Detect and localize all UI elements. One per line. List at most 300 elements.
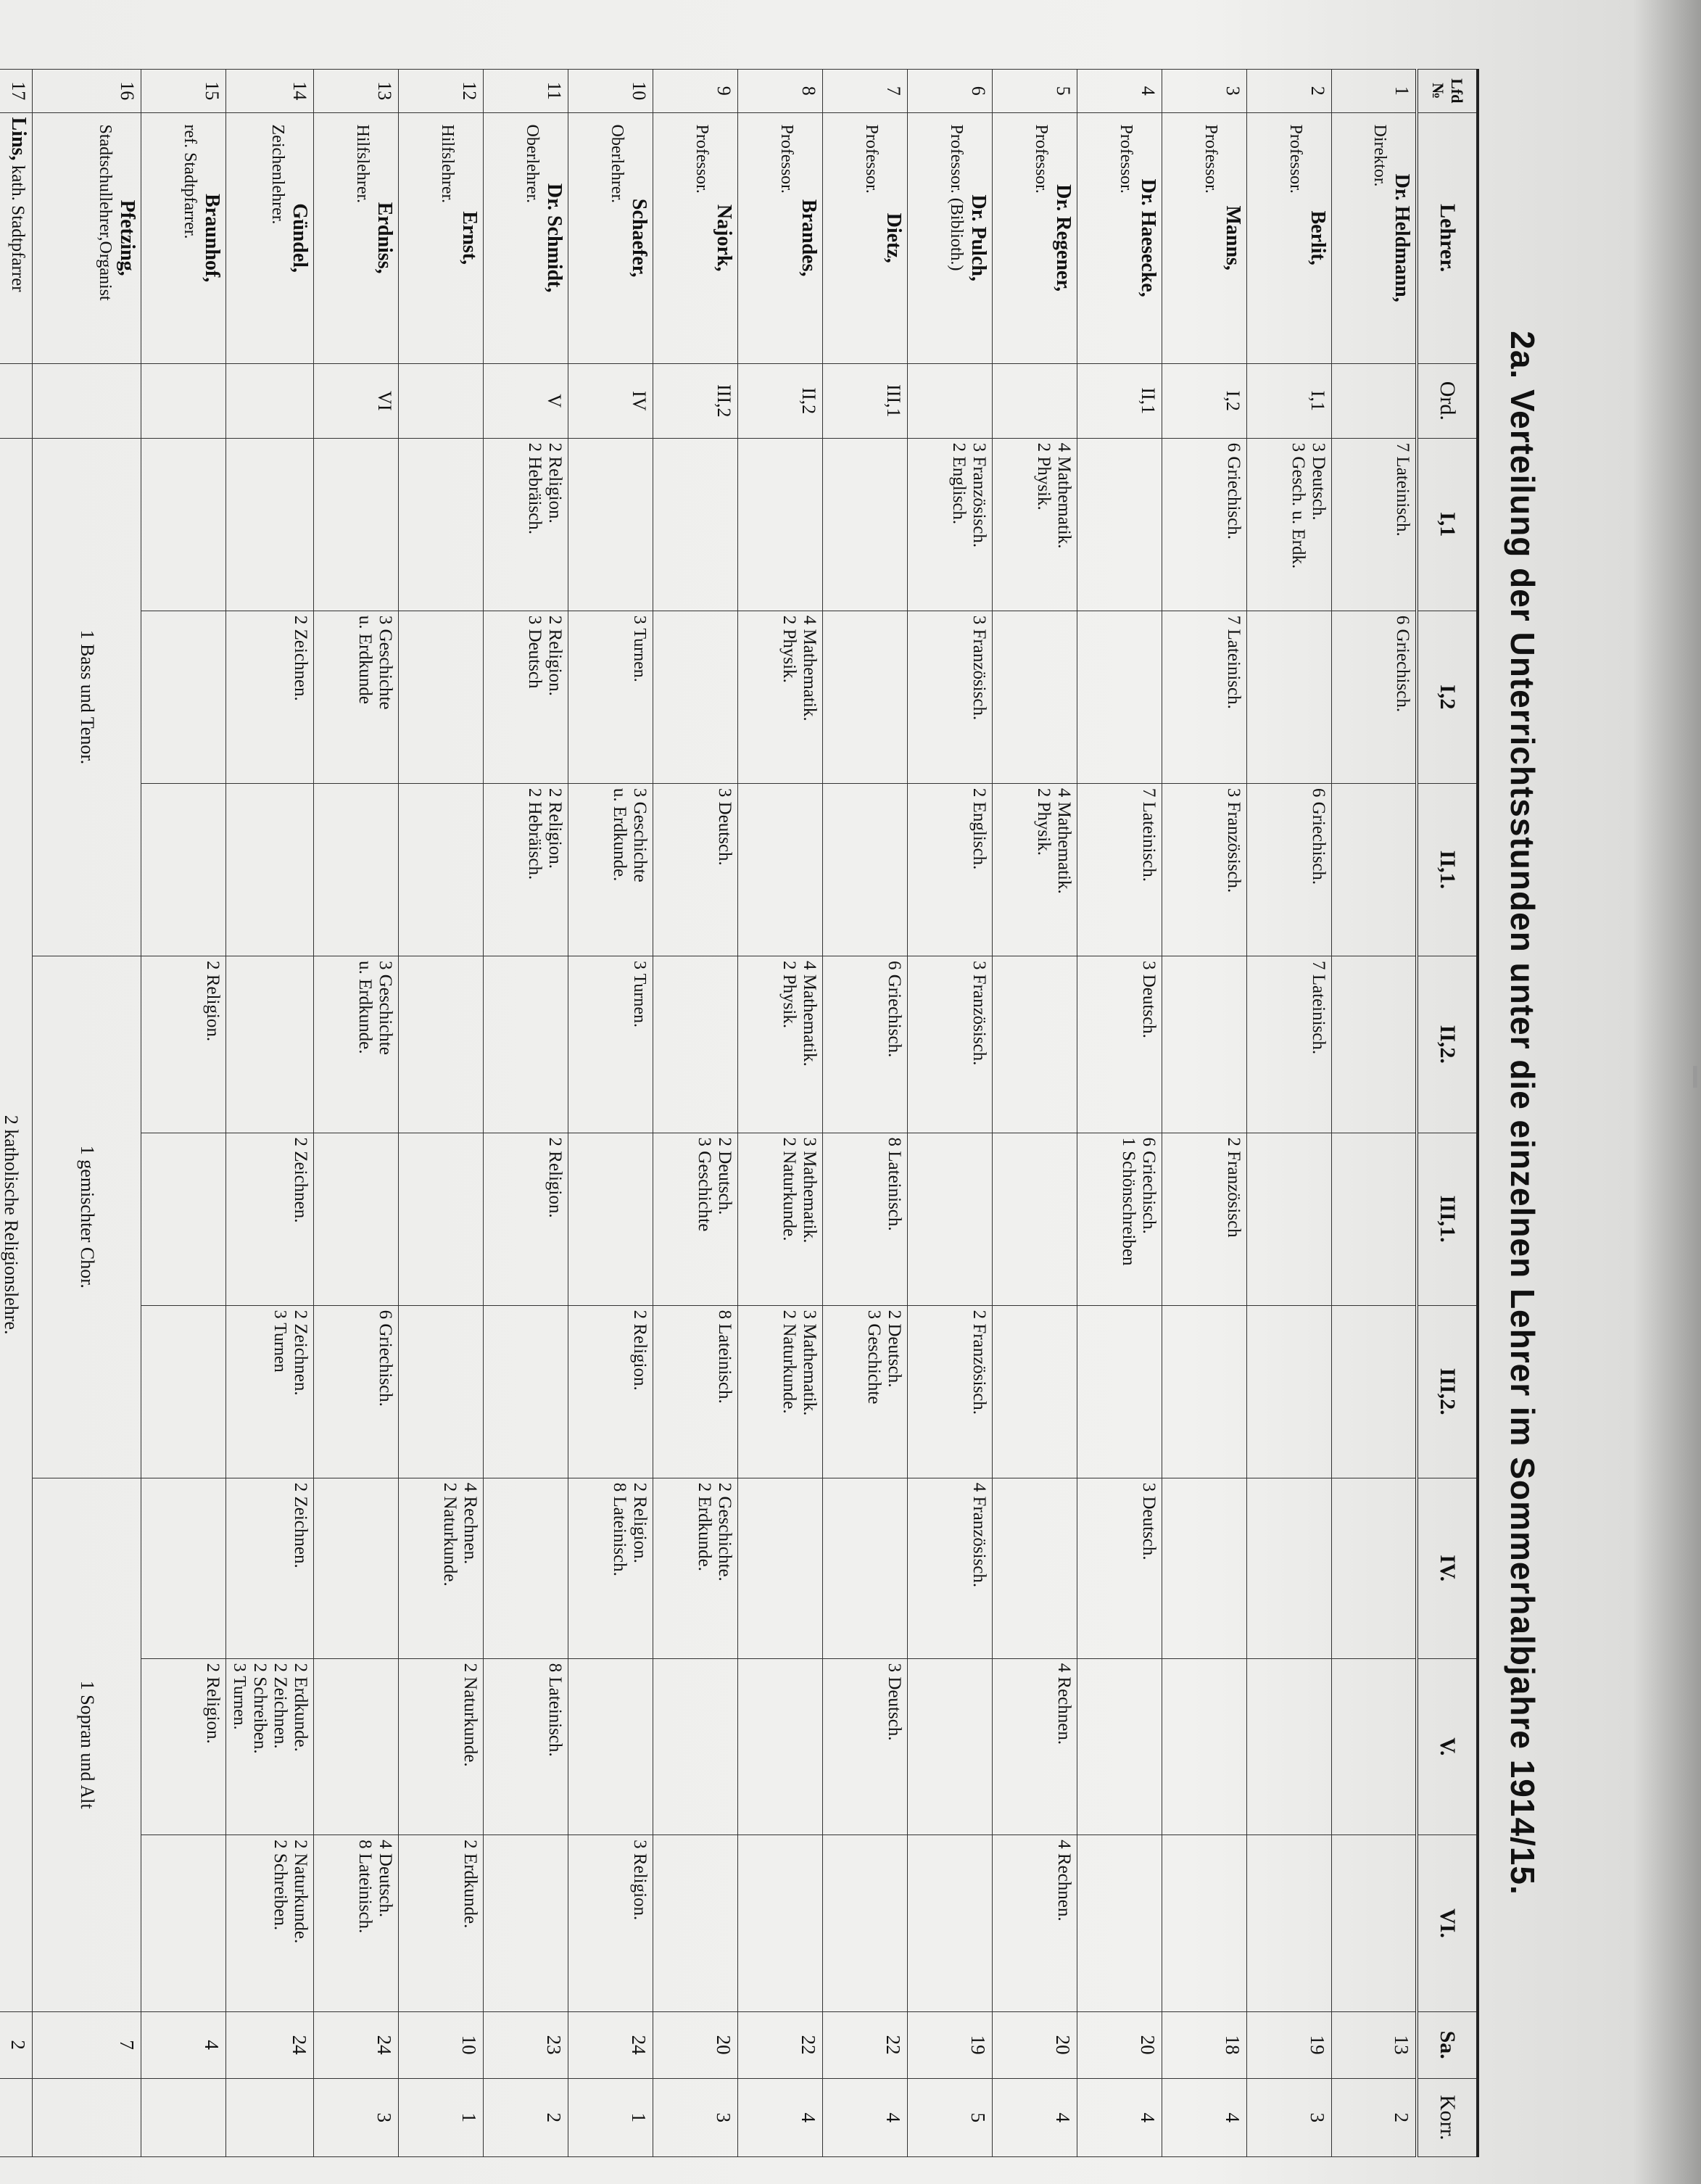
lesson-entry: 2 Zeichnen. (291, 1310, 311, 1396)
ordinariat-cell (226, 363, 314, 438)
lesson-cell-II1 (484, 783, 568, 956)
row-number: 9 (653, 70, 738, 113)
lesson-cell-III1 (1247, 1133, 1332, 1305)
lesson-cell-I1 (1332, 438, 1417, 611)
lesson-cell-III1 (993, 1133, 1077, 1305)
lesson-entry: 2 Physik. (779, 615, 800, 683)
lesson-cell-III1 (1162, 1133, 1247, 1305)
lesson-entry: 6 Griechisch. (1393, 615, 1412, 713)
teacher-title: Professor. (1201, 124, 1221, 194)
lesson-cell-I2 (141, 611, 226, 783)
lesson-entry: 3 Französisch. (969, 615, 990, 721)
lesson-cell-I1 (484, 438, 568, 611)
sum-cell: 2 (0, 2011, 33, 2078)
teacher-name: Ernst, (458, 211, 481, 265)
lesson-cell-III2 (1077, 1305, 1162, 1478)
lesson-entry: 2 Erdkunde. (291, 1663, 311, 1752)
correction-cell: 4 (993, 2078, 1077, 2156)
teacher-cell (993, 112, 1077, 363)
teacher-cell (33, 112, 141, 363)
lesson-entry: 4 Mathematik. (800, 961, 820, 1067)
choir-bass-tenor-span: 1 Bass und Tenor. (33, 438, 141, 956)
teacher-title: Professor. (1032, 124, 1051, 194)
lesson-cell-IV (738, 1478, 823, 1658)
header-II2: II,2. (1417, 956, 1478, 1133)
lesson-entry: 3 Mathematik. (800, 1310, 820, 1416)
lesson-cell-V (653, 1658, 738, 1835)
lesson-cell-IV (484, 1478, 568, 1658)
lesson-cell-II1 (399, 783, 484, 956)
lesson-entry: 7 Lateinisch. (1393, 442, 1412, 537)
lesson-cell-III1 (399, 1133, 484, 1305)
lesson-cell-III2 (568, 1305, 653, 1478)
teacher-cell (738, 112, 823, 363)
teacher-cell (653, 112, 738, 363)
ordinariat-cell: III,1 (823, 363, 908, 438)
lesson-cell-VI (1077, 1835, 1162, 2012)
teacher-name: Dr. Pulch, (967, 194, 990, 281)
table-body (0, 70, 1417, 2157)
lesson-cell-II2 (1077, 956, 1162, 1133)
lesson-cell-II1 (993, 783, 1077, 956)
lesson-cell-I2 (738, 611, 823, 783)
table-row (568, 70, 653, 2157)
span-entry-turnen: 3 Turnen. (230, 1663, 249, 1730)
ordinariat-cell (141, 363, 226, 438)
lesson-cell-IV (653, 1478, 738, 1658)
sum-cell: 10 (399, 2011, 484, 2078)
sum-cell: 18 (1162, 2011, 1247, 2078)
lesson-entry: 4 Mathematik. (1054, 442, 1075, 549)
lesson-cell-III1 (653, 1133, 738, 1305)
lesson-entry: 2 Physik. (1034, 442, 1054, 510)
header-ord: Ord. (1417, 363, 1478, 438)
teacher-title: Professor. (1117, 124, 1136, 194)
lesson-cell-V (1247, 1658, 1332, 1835)
lesson-cell-I2 (1077, 611, 1162, 783)
lesson-cell-V (993, 1658, 1077, 1835)
teacher-title: ref. Stadtpfarrer. (181, 124, 200, 239)
lesson-entry: 6 Griechisch. (1139, 1137, 1159, 1234)
lesson-cell-VI (653, 1835, 738, 2012)
ordinariat-cell (0, 363, 33, 438)
span-entry-hebrew: 2 Hebräisch. (525, 442, 545, 535)
lesson-cell-II2 (226, 956, 314, 1133)
lesson-cell-I2 (484, 611, 568, 783)
lesson-entry: u. Erdkunde. (355, 961, 376, 1054)
lesson-cell-III1 (738, 1133, 823, 1305)
ordinariat-cell (33, 363, 141, 438)
row-number: 14 (226, 70, 314, 113)
header-lfd: Lfd № (1417, 70, 1478, 113)
lesson-entry: 3 Französisch. (969, 442, 990, 548)
lesson-entry: 2 Französisch. (969, 1310, 990, 1415)
lesson-entry: 3 Religion. (630, 1840, 650, 1921)
lesson-cell-III2 (653, 1305, 738, 1478)
lesson-entry: 3 Geschichte (695, 1137, 715, 1232)
lesson-cell-V (823, 1658, 908, 1835)
correction-cell: 3 (653, 2078, 738, 2156)
sum-cell: 23 (484, 2011, 568, 2078)
lesson-entry: 2 Schreiben. (250, 1663, 270, 1754)
lesson-cell-I1 (1077, 438, 1162, 611)
correction-cell: 1 (399, 2078, 484, 2156)
row-number: 13 (314, 70, 399, 113)
ordinariat-cell: II,2 (738, 363, 823, 438)
teacher-name: Dr. Schmidt, (543, 183, 566, 293)
lesson-cell-III2 (1162, 1305, 1247, 1478)
lesson-cell-I1 (738, 438, 823, 611)
header-sa: Sa. (1417, 2011, 1478, 2078)
lesson-entry: 2 Geschichte. (715, 1482, 735, 1581)
lesson-entry: 3 Deutsch. (1139, 961, 1159, 1038)
lesson-cell-II2 (141, 956, 226, 1133)
lesson-cell-V (484, 1658, 568, 1835)
row-number: 7 (823, 70, 908, 113)
lesson-entry: 2 Religion. (545, 1137, 566, 1218)
lesson-entry: 6 Griechisch. (1224, 442, 1244, 539)
lesson-cell-I2 (823, 611, 908, 783)
header-III1: III,1. (1417, 1133, 1478, 1305)
sum-cell: 13 (1332, 2011, 1417, 2078)
lesson-cell-II2 (993, 956, 1077, 1133)
lesson-entry: 2 Deutsch. (715, 1137, 735, 1215)
lesson-entry: 2 Religion. (630, 1310, 650, 1391)
lesson-cell-VI (823, 1835, 908, 2012)
catholic-religion-span: 2 katholische Religionslehre. (0, 438, 33, 2011)
lesson-cell-I2 (568, 611, 653, 783)
table-row (141, 70, 226, 2157)
teacher-name: Brandes, (798, 199, 821, 277)
row-number: 12 (399, 70, 484, 113)
teacher-title: Professor. (777, 124, 797, 194)
teacher-title: Direktor. (1370, 124, 1389, 187)
table-row (1332, 70, 1417, 2157)
table-row (1162, 70, 1247, 2157)
ordinariat-cell (399, 363, 484, 438)
teacher-title: Zeichenlehrer. (268, 124, 288, 225)
ordinariat-cell (908, 363, 993, 438)
lesson-cell-II1 (738, 783, 823, 956)
lesson-cell-IV (141, 1478, 226, 1658)
ordinariat-cell (1332, 363, 1417, 438)
correction-cell: 4 (738, 2078, 823, 2156)
lesson-cell-II2 (1247, 956, 1332, 1133)
lesson-entry: 3 Geschichte (376, 615, 396, 710)
lesson-cell-IV (993, 1478, 1077, 1658)
lesson-cell-IV (568, 1478, 653, 1658)
lesson-cell-IV (1077, 1478, 1162, 1658)
lesson-entry: 2 Religion. (545, 442, 566, 524)
lesson-cell-I1 (823, 438, 908, 611)
row-number: 11 (484, 70, 568, 113)
lesson-cell-III2 (399, 1305, 484, 1478)
lesson-cell-I1 (568, 438, 653, 611)
row-number: 3 (1162, 70, 1247, 113)
table-row (0, 70, 33, 2157)
lesson-entry: 3 Mathematik. (800, 1137, 820, 1244)
teacher-name: Dr. Heldmann, (1391, 173, 1413, 302)
lesson-cell-III1 (568, 1133, 653, 1305)
lesson-entry: 2 Physik. (1034, 787, 1054, 856)
lesson-cell-II1 (823, 783, 908, 956)
lesson-entry: 2 Religion. (203, 961, 223, 1042)
lesson-cell-I2 (399, 611, 484, 783)
lesson-cell-I1 (908, 438, 993, 611)
lesson-cell-I2 (314, 611, 399, 783)
lesson-cell-V (226, 1658, 314, 1835)
table-row (993, 70, 1077, 2157)
ordinariat-cell: V (484, 363, 568, 438)
lesson-entry: 8 Lateinisch. (545, 1663, 566, 1757)
lesson-entry: 2 Erdkunde. (695, 1482, 715, 1571)
lesson-entry: 2 Französisch (1224, 1137, 1244, 1238)
lesson-cell-III2 (908, 1305, 993, 1478)
row-number: 4 (1077, 70, 1162, 113)
correction-cell: 2 (484, 2078, 568, 2156)
teacher-title: Professor. (692, 124, 712, 194)
lesson-cell-III2 (738, 1305, 823, 1478)
header-III2: III,2. (1417, 1305, 1478, 1478)
table-row (314, 70, 399, 2157)
lesson-cell-II1 (908, 783, 993, 956)
lesson-cell-II1 (568, 783, 653, 956)
lesson-cell-II2 (1162, 956, 1247, 1133)
teacher-name: Manns, (1222, 205, 1245, 270)
sum-cell: 4 (141, 2011, 226, 2078)
lesson-entry: 7 Lateinisch. (1139, 787, 1159, 882)
lesson-cell-III2 (226, 1305, 314, 1478)
header-lehrer: Lehrer. (1417, 112, 1478, 363)
teacher-cell (1077, 112, 1162, 363)
lesson-entry: 3 Deutsch. (715, 787, 735, 866)
lesson-cell-VI (484, 1835, 568, 2012)
lesson-cell-III1 (484, 1133, 568, 1305)
lesson-entry: 4 Rechnen. (460, 1482, 481, 1565)
teacher-name-inline (9, 117, 28, 292)
sum-cell: 20 (993, 2011, 1077, 2078)
lesson-entry: 6 Griechisch. (376, 1310, 396, 1407)
lesson-entry: 6 Griechisch. (1309, 787, 1329, 885)
lesson-cell-V (1077, 1658, 1162, 1835)
header-II1: II,1. (1417, 783, 1478, 956)
teacher-name: Dr. Regener, (1052, 184, 1075, 292)
lesson-cell-V (908, 1658, 993, 1835)
row-number: 5 (993, 70, 1077, 113)
choir-mixed-span: 1 gemischter Chor. (33, 956, 141, 1478)
lesson-cell-VI (314, 1835, 399, 2012)
teacher-title: Professor. (Biblioth.) (947, 124, 967, 271)
lesson-entry: 3 Französisch. (1224, 787, 1244, 893)
header-I1: I,1 (1417, 438, 1478, 611)
lesson-entry: 3 Deutsch. (885, 1663, 905, 1741)
sum-cell: 19 (908, 2011, 993, 2078)
lesson-cell-III1 (1077, 1133, 1162, 1305)
lesson-cell-III1 (908, 1133, 993, 1305)
table-row (33, 70, 141, 2157)
lesson-cell-II1 (314, 783, 399, 956)
lesson-entry: 2 Deutsch. (885, 1310, 905, 1388)
teacher-name: Pfetzing, (116, 199, 139, 276)
lesson-entry: 2 Religion. (203, 1663, 223, 1744)
span-entry-turnen: 3 Turnen. (630, 961, 650, 1028)
sum-cell: 24 (568, 2011, 653, 2078)
correction-cell: 2 (1332, 2078, 1417, 2156)
lesson-entry: 4 Französisch. (969, 1482, 990, 1588)
lesson-cell-II2 (484, 956, 568, 1133)
lesson-cell-II1 (653, 783, 738, 956)
lesson-cell-I2 (1332, 611, 1417, 783)
teacher-title: Oberlehrer. (608, 124, 627, 204)
lesson-entry: 2 Naturkunde. (779, 1137, 800, 1241)
teacher-name: Gündel, (289, 203, 312, 273)
sum-cell: 22 (823, 2011, 908, 2078)
table-row (399, 70, 484, 2157)
table-row (484, 70, 568, 2157)
lesson-cell-VI (908, 1835, 993, 2012)
binding-mark (1693, 1066, 1697, 1088)
table-row (823, 70, 908, 2157)
lesson-cell-II2 (653, 956, 738, 1133)
ordinariat-cell: I,1 (1247, 363, 1332, 438)
lesson-entry: 2 Physik. (779, 961, 800, 1029)
teacher-name: Dr. Haesecke, (1137, 178, 1160, 297)
lesson-entry: 4 Mathematik. (800, 615, 820, 721)
header-VI: VI. (1417, 1835, 1478, 2012)
lesson-cell-III2 (314, 1305, 399, 1478)
ordinariat-cell: IV (568, 363, 653, 438)
lesson-entry: 2 Englisch. (969, 787, 990, 870)
lesson-cell-I1 (993, 438, 1077, 611)
lesson-entry: 3 Geschichte (864, 1310, 885, 1405)
lesson-entry: 2 Naturkunde. (460, 1663, 481, 1767)
header-V: V. (1417, 1658, 1478, 1835)
table-row (908, 70, 993, 2157)
span-entry-hebrew: 2 Hebräisch. (525, 787, 545, 880)
lesson-cell-I2 (226, 611, 314, 783)
lesson-cell-V (1162, 1658, 1247, 1835)
lesson-cell-II2 (738, 956, 823, 1133)
header-IV: IV. (1417, 1478, 1478, 1658)
lesson-cell-VI (993, 1835, 1077, 2012)
header-I2: I,2 (1417, 611, 1478, 783)
lesson-entry: 3 Deutsch. (1139, 1482, 1159, 1560)
correction-cell: 4 (1077, 2078, 1162, 2156)
lesson-entry: 2 Naturkunde. (291, 1840, 311, 1944)
lesson-cell-V (738, 1658, 823, 1835)
lesson-cell-I1 (314, 438, 399, 611)
lesson-entry: 8 Lateinisch. (355, 1840, 376, 1934)
span-entry-turnen: 3 Turnen. (630, 615, 650, 682)
choir-soprano-alto-span: 1 Sopran und Alt (33, 1478, 141, 2011)
span-entry-turnen: 3 Turnen (270, 1310, 290, 1373)
sum-cell: 19 (1247, 2011, 1332, 2078)
lesson-cell-II2 (823, 956, 908, 1133)
lesson-entry: 2 Zeichnen. (270, 1663, 291, 1749)
lesson-entry: 3 Deutsch (525, 615, 545, 689)
table-row (653, 70, 738, 2157)
teacher-cell (141, 112, 226, 363)
lesson-cell-I1 (1162, 438, 1247, 611)
teacher-name: Erdniss, (373, 202, 397, 274)
teacher-title: Professor. (862, 124, 882, 194)
lesson-entry: 2 Erdkunde. (460, 1840, 481, 1929)
lesson-entry: 2 Religion. (545, 787, 566, 869)
teacher-name: Braunhof, (201, 194, 224, 283)
lesson-entry: 2 Zeichnen. (291, 1137, 311, 1223)
teacher-cell (1332, 112, 1417, 363)
lesson-cell-III1 (141, 1133, 226, 1305)
span-entry-zeichnen: 2 Zeichnen. (291, 615, 311, 701)
lesson-entry: 2 Religion. (545, 615, 566, 696)
lesson-entry: 7 Lateinisch. (1224, 615, 1244, 709)
sum-cell: 22 (738, 2011, 823, 2078)
teacher-hours-table (0, 69, 1479, 2157)
lesson-cell-VI (738, 1835, 823, 2012)
row-number: 17 (0, 70, 33, 113)
lesson-entry: 6 Griechisch. (885, 961, 905, 1058)
teacher-cell (823, 112, 908, 363)
lesson-cell-V (314, 1658, 399, 1835)
table-row (738, 70, 823, 2157)
lesson-entry: 7 Lateinisch. (1309, 961, 1329, 1055)
lesson-cell-III1 (823, 1133, 908, 1305)
teacher-cell (484, 112, 568, 363)
lesson-cell-II1 (1077, 783, 1162, 956)
lesson-cell-IV (399, 1478, 484, 1658)
lesson-entry: 3 Französisch. (969, 961, 990, 1066)
row-number: 2 (1247, 70, 1332, 113)
lesson-cell-I2 (908, 611, 993, 783)
row-number: 8 (738, 70, 823, 113)
lesson-cell-III2 (993, 1305, 1077, 1478)
lesson-cell-II1 (226, 783, 314, 956)
lesson-cell-III2 (484, 1305, 568, 1478)
lesson-entry: 2 Englisch. (949, 442, 969, 525)
lesson-entry: 2 Naturkunde. (779, 1310, 800, 1414)
table-row (1077, 70, 1162, 2157)
lesson-cell-II2 (908, 956, 993, 1133)
ordinariat-cell: II,1 (1077, 363, 1162, 438)
row-number: 16 (33, 70, 141, 113)
teacher-cell (0, 112, 33, 363)
lesson-cell-II1 (1332, 783, 1417, 956)
teacher-title: kath. Stadtpfarrer (8, 160, 28, 292)
lesson-entry: 3 Geschichte (630, 787, 650, 882)
teacher-cell (908, 112, 993, 363)
teacher-cell (226, 112, 314, 363)
lesson-cell-II1 (1247, 783, 1332, 956)
sum-cell: 24 (226, 2011, 314, 2078)
correction-cell: 3 (314, 2078, 399, 2156)
row-number: 15 (141, 70, 226, 113)
lesson-cell-I1 (141, 438, 226, 611)
lesson-entry: 3 Geschichte (376, 961, 396, 1055)
lesson-cell-IV (1162, 1478, 1247, 1658)
lesson-cell-IV (823, 1478, 908, 1658)
correction-cell (226, 2078, 314, 2156)
lesson-cell-III1 (314, 1133, 399, 1305)
lesson-cell-I2 (993, 611, 1077, 783)
lesson-cell-I2 (1162, 611, 1247, 783)
sum-cell: 7 (33, 2011, 141, 2078)
lesson-cell-IV (908, 1478, 993, 1658)
ordinariat-cell: VI (314, 363, 399, 438)
lesson-cell-VI (1332, 1835, 1417, 2012)
teacher-title: Hilfslehrer. (353, 124, 373, 204)
table-row (1247, 70, 1332, 2157)
correction-cell: 3 (1247, 2078, 1332, 2156)
